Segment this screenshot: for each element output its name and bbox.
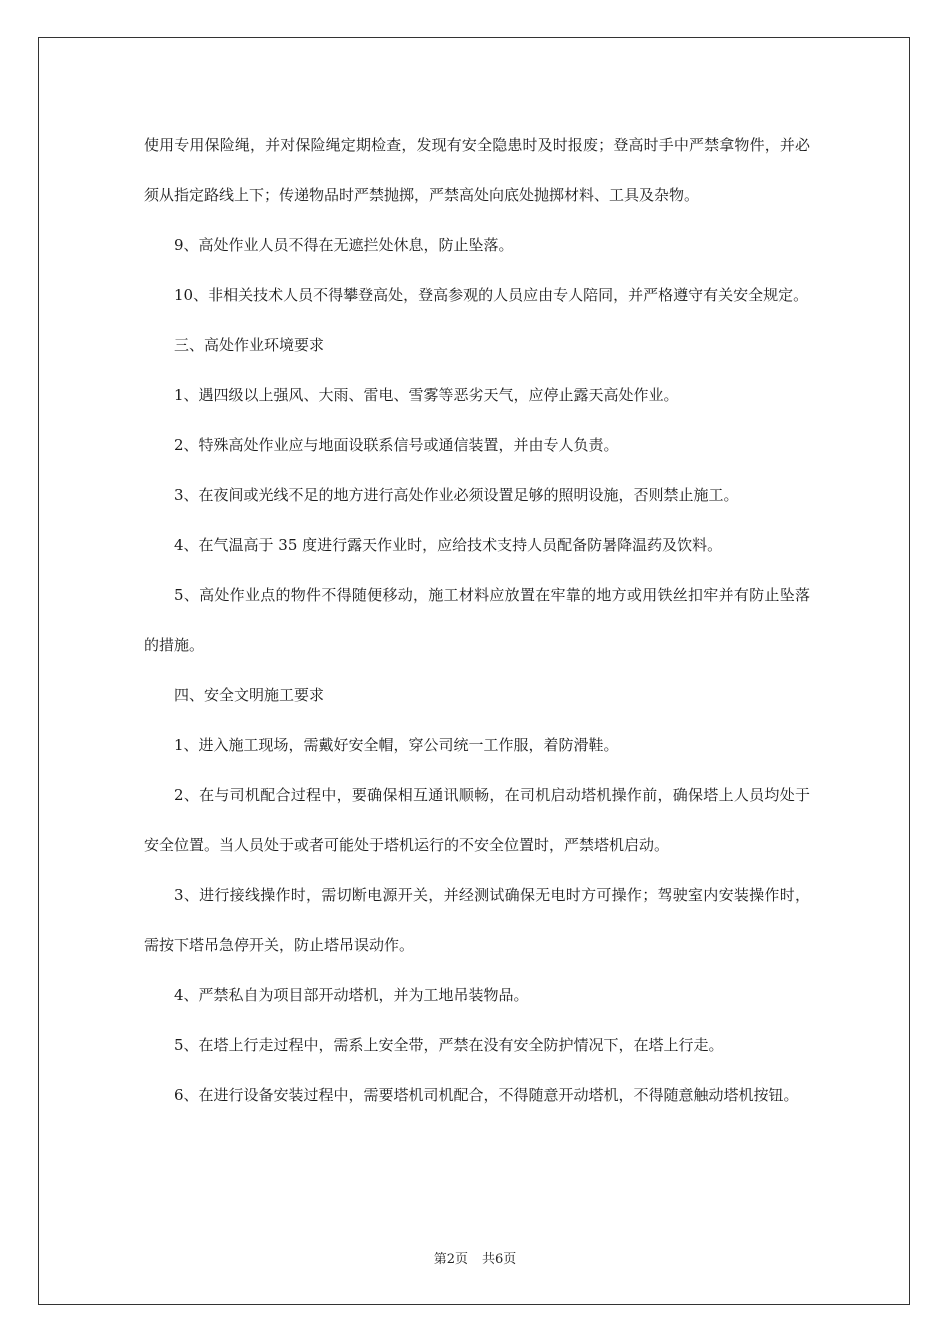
paragraph: 2、在与司机配合过程中，要确保相互通讯顺畅，在司机启动塔机操作前，确保塔上人员均处于安全位置。当人员处于或者可能处于塔机运行的不安全位置时，严禁塔机启动。	[144, 786, 810, 854]
paragraph: 3、在夜间或光线不足的地方进行高处作业必须设置足够的照明设施，否则禁止施工。	[174, 486, 739, 504]
paragraph: 9、高处作业人员不得在无遮拦处休息，防止坠落。	[174, 236, 514, 254]
page-footer	[0, 1248, 950, 1267]
paragraph: 10、非相关技术人员不得攀登高处，登高参观的人员应由专人陪同，并严格遵守有关安全规定。	[174, 286, 809, 304]
section-heading: 四、安全文明施工要求	[174, 686, 325, 704]
paragraph: 6、在进行设备安装过程中，需要塔机司机配合，不得随意开动塔机，不得随意触动塔机按钮。	[174, 1086, 799, 1104]
page-number-current: 第2页	[433, 1252, 468, 1267]
paragraph: 5、在塔上行走过程中，需系上安全带，严禁在没有安全防护情况下，在塔上行走。	[174, 1036, 724, 1054]
paragraph: 4、严禁私自为项目部开动塔机，并为工地吊装物品。	[174, 986, 529, 1004]
paragraph: 2、特殊高处作业应与地面设联系信号或通信装置，并由专人负责。	[174, 436, 619, 454]
paragraph: 1、遇四级以上强风、大雨、雷电、雪雾等恶劣天气，应停止露天高处作业。	[174, 386, 679, 404]
section-heading: 三、高处作业环境要求	[174, 336, 325, 354]
paragraph: 4、在气温高于 35 度进行露天作业时，应给技术支持人员配备防暑降温药及饮料。	[174, 536, 723, 554]
paragraph: 5、高处作业点的物件不得随便移动，施工材料应放置在牢靠的地方或用铁丝扣牢并有防止坠落的措施。	[144, 586, 810, 654]
paragraph: 1、进入施工现场，需戴好安全帽，穿公司统一工作服，着防滑鞋。	[174, 736, 619, 754]
document-body	[144, 120, 810, 1120]
paragraph: 使用专用保险绳，并对保险绳定期检查，发现有安全隐患时及时报废；登高时手中严禁拿物件，并必须从指定路线上下；传递物品时严禁抛掷，严禁高处向底处抛掷材料、工具及杂物。	[144, 136, 810, 204]
paragraph: 3、进行接线操作时，需切断电源开关，并经测试确保无电时方可操作；驾驶室内安装操作时，需按下塔吊急停开关，防止塔吊误动作。	[144, 886, 810, 954]
page-number-total: 共6页	[482, 1252, 517, 1267]
